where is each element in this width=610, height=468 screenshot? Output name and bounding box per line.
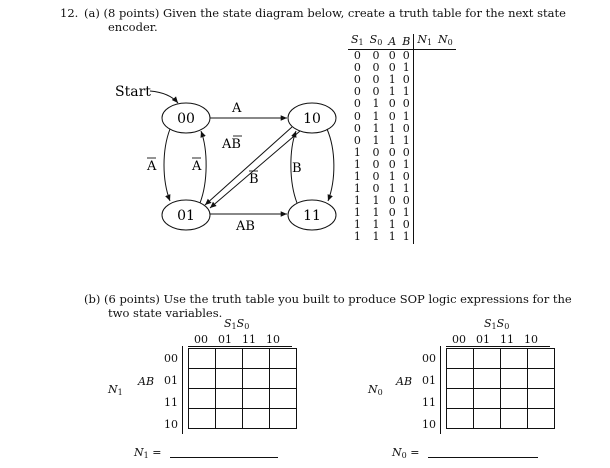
truth-table-output-cell[interactable]	[414, 231, 435, 243]
truth-table-cell: 0	[402, 97, 410, 111]
kmap-n1-cell[interactable]	[270, 389, 297, 409]
truth-table-cell: 1	[388, 133, 396, 147]
truth-table-cell: 0	[388, 145, 396, 159]
edge-label-a-bar-mid: A	[192, 159, 202, 174]
kmap-n0-cell[interactable]	[447, 369, 474, 389]
truth-table-row	[348, 171, 456, 183]
truth-table-cell: 1	[372, 133, 380, 147]
truth-table-cell: 1	[353, 157, 361, 171]
edge-label-a-bar-left: A	[147, 159, 157, 174]
truth-table-cell: 0	[388, 157, 396, 171]
truth-table-cell: 1	[353, 218, 361, 232]
truth-table-cell: 0	[372, 169, 380, 183]
kmap-n1-cell[interactable]	[216, 349, 243, 369]
truth-table-cell: 1	[388, 85, 396, 99]
start-label: Start	[115, 84, 151, 100]
truth-table-row	[348, 195, 456, 207]
truth-table-header	[348, 34, 456, 50]
kmap-n0-cell[interactable]	[528, 349, 555, 369]
truth-table-cell: 1	[353, 169, 361, 183]
truth-table-row	[348, 62, 456, 74]
truth-table-output-cell[interactable]	[435, 195, 456, 207]
truth-table-output-cell[interactable]	[435, 207, 456, 219]
truth-table-output-cell[interactable]	[435, 231, 456, 243]
kmap-n1-output: $N_1$	[108, 383, 123, 397]
edge-00-01	[164, 129, 170, 201]
kmap-n1-cell[interactable]	[189, 409, 216, 429]
truth-table-cell: 1	[402, 157, 410, 171]
state-10-label: 10	[303, 111, 321, 127]
truth-table-row	[348, 183, 456, 195]
truth-table-body	[348, 50, 456, 244]
truth-table-output-cell[interactable]	[414, 62, 435, 74]
truth-table-output-cell[interactable]	[435, 123, 456, 135]
truth-table-cell: 1	[402, 61, 410, 75]
kmap-n0-cell[interactable]	[501, 349, 528, 369]
truth-table-output-cell[interactable]	[414, 98, 435, 110]
truth-table-cell: 1	[388, 230, 396, 244]
kmap-n0-row-11: 11	[422, 396, 436, 409]
truth-table-row	[348, 135, 456, 147]
truth-table-cell: 1	[388, 121, 396, 135]
edge-10-01-a	[205, 127, 292, 205]
kmap-n1-cell[interactable]	[243, 409, 270, 429]
kmap-n0-cell[interactable]	[501, 409, 528, 429]
truth-table-cell: 0	[388, 97, 396, 111]
truth-table-cell: 0	[402, 218, 410, 232]
truth-table-cell: 1	[353, 194, 361, 208]
edge-label-ab-bar: AB	[222, 137, 241, 152]
kmap-n1-cell[interactable]	[243, 389, 270, 409]
truth-table-cell: 0	[353, 121, 361, 135]
truth-table-row	[348, 159, 456, 171]
truth-table-row	[348, 219, 456, 231]
truth-table-row	[348, 86, 456, 98]
truth-table-row	[348, 207, 456, 219]
kmap-n0-row-10: 10	[422, 418, 436, 431]
truth-table-cell: 1	[402, 109, 410, 123]
kmap-n0-output: $N_0$	[368, 383, 383, 397]
truth-table-row	[348, 147, 456, 159]
kmap-n1-row-var: AB	[138, 375, 155, 388]
kmap-n0-cell[interactable]	[447, 409, 474, 429]
state-11-label: 11	[303, 208, 321, 224]
truth-table-cell: 1	[372, 230, 380, 244]
kmap-n1-col-var: $S_1S_0$	[224, 317, 250, 331]
kmap-n1-cell[interactable]	[189, 369, 216, 389]
header-b: B	[399, 34, 414, 50]
kmap-n1-cell[interactable]	[243, 369, 270, 389]
truth-table-cell: 0	[388, 109, 396, 123]
truth-table-row	[348, 231, 456, 243]
kmap-n0-cell[interactable]	[474, 369, 501, 389]
truth-table-cell: 0	[388, 49, 396, 63]
kmap-n1-answer-line[interactable]	[170, 457, 278, 458]
kmap-n0-row-00: 00	[422, 352, 436, 365]
truth-table-cell: 1	[372, 218, 380, 232]
part-b-text-cont: two state variables.	[108, 306, 223, 320]
truth-table-output-cell[interactable]	[414, 159, 435, 171]
kmap-n0-cell[interactable]	[474, 389, 501, 409]
truth-table-cell: 0	[353, 97, 361, 111]
truth-table-cell: 0	[353, 133, 361, 147]
kmap-n1-row-00: 00	[164, 352, 178, 365]
truth-table-output-cell[interactable]	[435, 86, 456, 98]
truth-table-output-cell[interactable]	[435, 62, 456, 74]
truth-table-cell: 1	[388, 218, 396, 232]
truth-table-output-cell[interactable]	[435, 159, 456, 171]
kmap-n1-cell[interactable]	[216, 389, 243, 409]
truth-table-cell: 0	[372, 157, 380, 171]
start-arrow	[150, 91, 178, 103]
truth-table-output-cell[interactable]	[435, 98, 456, 110]
truth-table-cell: 0	[402, 194, 410, 208]
kmap-n0-row-01: 01	[422, 374, 436, 387]
kmap-n1-cell[interactable]	[270, 349, 297, 369]
kmap-n1-col-01: 01	[218, 333, 232, 346]
kmap-n1-col-00: 00	[194, 333, 208, 346]
state-00-label: 00	[177, 111, 195, 127]
truth-table-output-cell[interactable]	[435, 74, 456, 86]
truth-table-cell: 1	[372, 109, 380, 123]
kmap-n1-row-01: 01	[164, 374, 178, 387]
truth-table-cell: 0	[402, 145, 410, 159]
truth-table-cell: 1	[353, 206, 361, 220]
kmap-n0-cell[interactable]	[447, 389, 474, 409]
header-a: A	[385, 34, 399, 50]
kmap-n0-col-01: 01	[476, 333, 490, 346]
header-s0: $S_0$	[367, 34, 386, 50]
kmap-n0-cell[interactable]	[528, 409, 555, 429]
truth-table-output-cell[interactable]	[414, 171, 435, 183]
part-a-text: (a) (8 points) Given the state diagram below, create a truth table for the next state	[84, 6, 566, 20]
truth-table-cell: 0	[372, 145, 380, 159]
truth-table-cell: 1	[353, 182, 361, 196]
truth-table-cell: 1	[402, 85, 410, 99]
truth-table-cell: 0	[388, 206, 396, 220]
truth-table-output-cell[interactable]	[435, 147, 456, 159]
part-b-text: (b) (6 points) Use the truth table you built to produce SOP logic expressions for the	[84, 292, 572, 306]
truth-table-cell: 1	[402, 206, 410, 220]
truth-table-cell: 0	[353, 73, 361, 87]
kmap-n1-cell[interactable]	[243, 349, 270, 369]
kmap-n1-answer-label: $N_1$ =	[134, 446, 162, 460]
kmap-n0-cell[interactable]	[528, 389, 555, 409]
part-a-text-cont: encoder.	[108, 20, 158, 34]
kmap-n0-cell[interactable]	[474, 349, 501, 369]
kmap-n1-cell[interactable]	[216, 409, 243, 429]
truth-table-cell: 1	[388, 73, 396, 87]
kmap-n1-row-divider	[182, 346, 183, 434]
kmap-n0-cell[interactable]	[501, 369, 528, 389]
truth-table-cell: 0	[402, 49, 410, 63]
kmap-n1-cell[interactable]	[189, 389, 216, 409]
truth-table-output-cell[interactable]	[414, 74, 435, 86]
truth-table-cell: 1	[402, 230, 410, 244]
kmap-n0-col-11: 11	[500, 333, 514, 346]
truth-table-output-cell[interactable]	[414, 207, 435, 219]
kmap-n0-col-00: 00	[452, 333, 466, 346]
header-n1: $N_1$	[414, 34, 435, 50]
kmap-n1-col-10: 10	[266, 333, 280, 346]
truth-table-output-cell[interactable]	[435, 135, 456, 147]
truth-table-cell: 0	[353, 85, 361, 99]
kmap-n1-col-11: 11	[242, 333, 256, 346]
truth-table-output-cell[interactable]	[414, 135, 435, 147]
truth-table-output-cell[interactable]	[414, 183, 435, 195]
truth-table-row	[348, 74, 456, 86]
kmap-n0-cell[interactable]	[447, 349, 474, 369]
truth-table-output-cell[interactable]	[435, 110, 456, 122]
truth-table-row	[348, 50, 456, 63]
truth-table-row	[348, 123, 456, 135]
truth-table-cell: 0	[353, 109, 361, 123]
truth-table-cell: 0	[372, 182, 380, 196]
question-number: 12.	[60, 6, 79, 20]
kmap-n0-col-underline	[446, 346, 550, 347]
truth-table-cell: 1	[388, 182, 396, 196]
kmap-n1-col-underline	[188, 346, 292, 347]
truth-table-cell: 0	[372, 85, 380, 99]
truth-table-cell: 0	[388, 194, 396, 208]
edge-label-b-right: B	[292, 161, 302, 176]
truth-table-cell: 1	[353, 145, 361, 159]
kmap-n1-cell[interactable]	[270, 409, 297, 429]
kmap-n1-cell[interactable]	[270, 369, 297, 389]
truth-table-cell: 0	[372, 61, 380, 75]
kmap-n0-cell[interactable]	[528, 369, 555, 389]
kmap-n0-col-10: 10	[524, 333, 538, 346]
kmap-n1-row-11: 11	[164, 396, 178, 409]
truth-table-output-cell[interactable]	[435, 183, 456, 195]
kmap-n0-row-var: AB	[396, 375, 413, 388]
truth-table-output-cell[interactable]	[414, 86, 435, 98]
kmap-n0-answer-line[interactable]	[428, 457, 538, 458]
truth-table-cell: 0	[372, 49, 380, 63]
truth-table-cell: 0	[402, 121, 410, 135]
truth-table-row	[348, 110, 456, 122]
truth-table-cell: 0	[353, 49, 361, 63]
truth-table	[348, 34, 456, 244]
header-s1: $S_1$	[348, 34, 367, 50]
header-n0: $N_0$	[435, 34, 456, 50]
truth-table-output-cell[interactable]	[414, 147, 435, 159]
kmap-n0-grid	[446, 348, 555, 429]
truth-table-cell: 0	[388, 61, 396, 75]
kmap-n0-col-var: $S_1S_0$	[484, 317, 510, 331]
kmap-n1-row-10: 10	[164, 418, 178, 431]
truth-table-output-cell[interactable]	[414, 195, 435, 207]
kmap-n1-grid	[188, 348, 297, 429]
truth-table-cell: 1	[372, 121, 380, 135]
truth-table-output-cell[interactable]	[435, 219, 456, 231]
truth-table-row	[348, 98, 456, 110]
truth-table-output-cell[interactable]	[414, 50, 435, 63]
truth-table-output-cell[interactable]	[435, 50, 456, 63]
truth-table-cell: 0	[402, 169, 410, 183]
truth-table-output-cell[interactable]	[435, 171, 456, 183]
kmap-n1-cell[interactable]	[189, 349, 216, 369]
truth-table-cell: 1	[372, 97, 380, 111]
truth-table-output-cell[interactable]	[414, 219, 435, 231]
kmap-n1-cell[interactable]	[216, 369, 243, 389]
edge-label-b-bar: B	[249, 172, 259, 187]
truth-table-output-cell[interactable]	[414, 110, 435, 122]
edge-label-a: A	[232, 101, 242, 116]
state-01-label: 01	[177, 208, 195, 224]
kmap-n0-cell[interactable]	[474, 409, 501, 429]
truth-table-cell: 1	[388, 169, 396, 183]
kmap-n0-answer-label: $N_0$ =	[392, 446, 420, 460]
truth-table-cell: 0	[353, 61, 361, 75]
kmap-n0-cell[interactable]	[501, 389, 528, 409]
kmap-n0-row-divider	[440, 346, 441, 434]
edge-10-11	[327, 129, 334, 201]
truth-table-cell: 1	[372, 206, 380, 220]
truth-table-cell: 0	[372, 73, 380, 87]
truth-table-output-cell[interactable]	[414, 123, 435, 135]
truth-table-cell: 1	[353, 230, 361, 244]
truth-table-cell: 1	[402, 182, 410, 196]
edge-label-ab: AB	[236, 219, 255, 234]
truth-table-cell: 0	[402, 73, 410, 87]
truth-table-cell: 1	[402, 133, 410, 147]
truth-table-cell: 1	[372, 194, 380, 208]
